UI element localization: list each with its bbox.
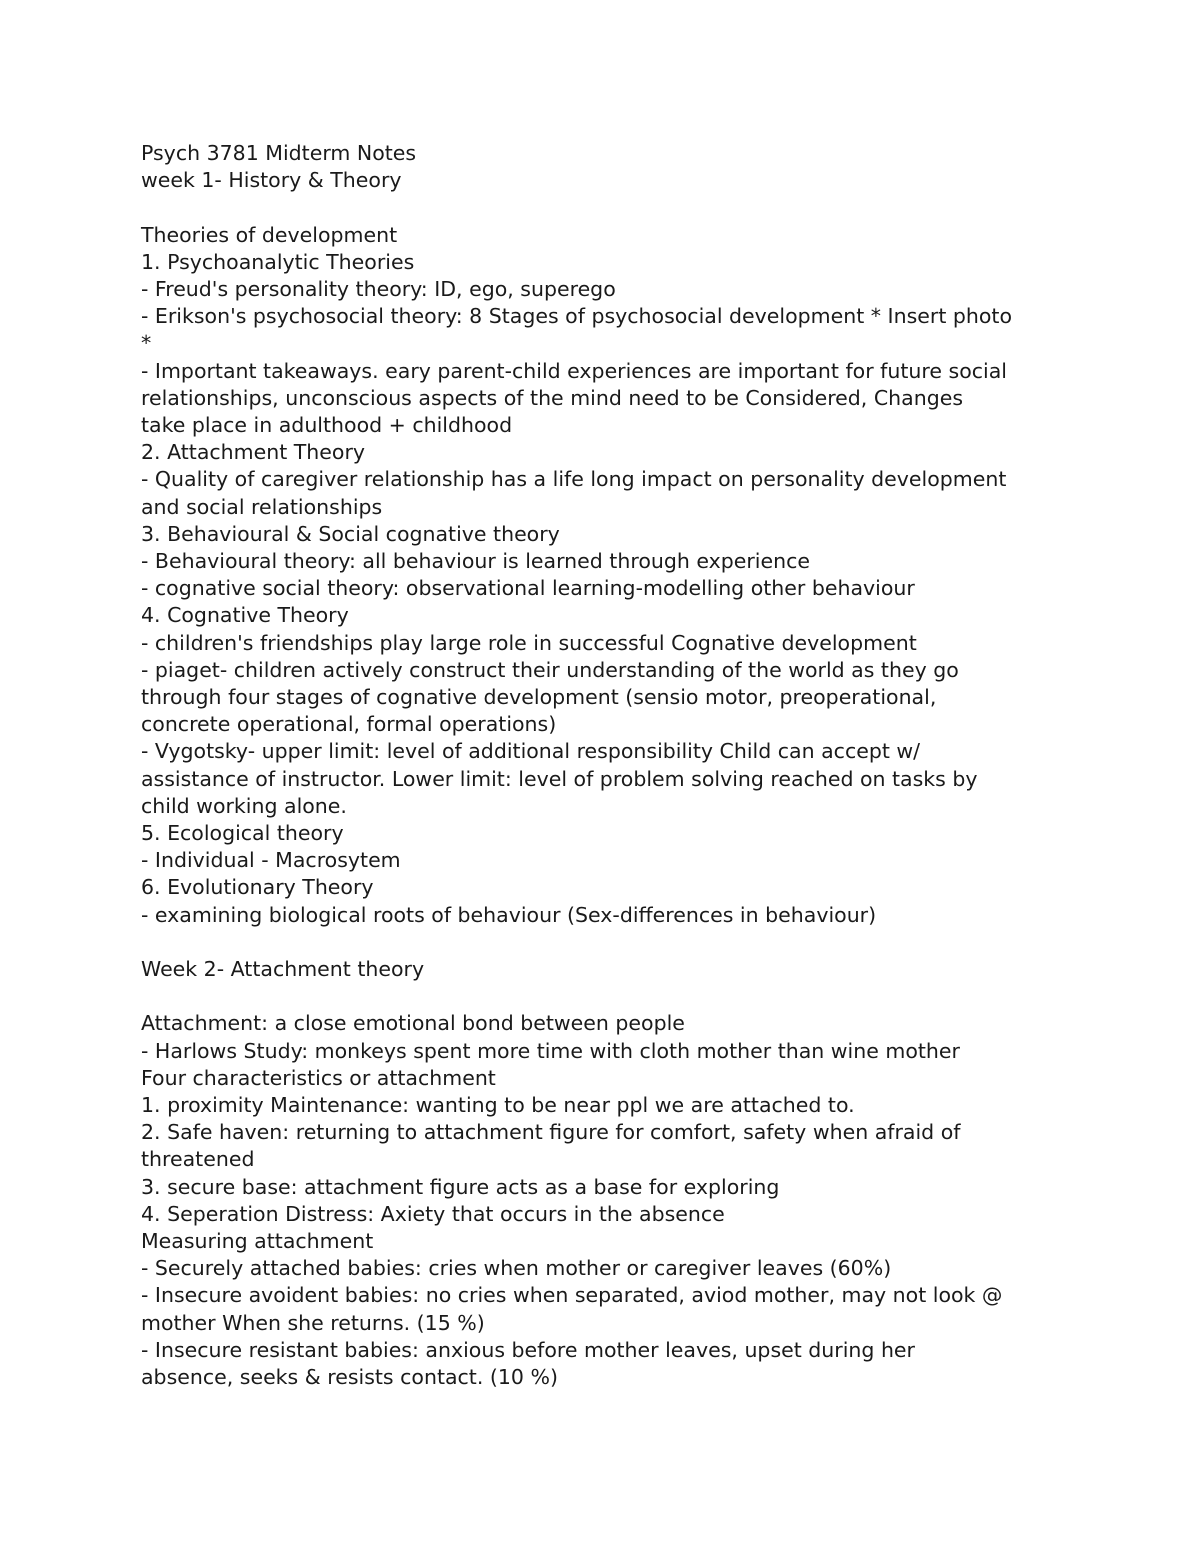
text-line: 6. Evolutionary Theory xyxy=(141,875,374,900)
text-line: Four characteristics or attachment xyxy=(141,1065,496,1090)
text-line: child working alone. xyxy=(141,793,347,818)
text-line: - Behavioural theory: all behaviour is learned through experience xyxy=(141,549,810,574)
text-line: - Harlows Study: monkeys spent more time with cloth mother than wine mother xyxy=(141,1038,960,1063)
text-line: 1. proximity Maintenance: wanting to be near ppl we are attached to. xyxy=(141,1093,855,1118)
text-line: Attachment: a close emotional bond between people xyxy=(141,1011,685,1036)
text-line: mother When she returns. (15 %) xyxy=(141,1310,485,1335)
text-line: Theories of development xyxy=(141,222,398,247)
text-line: 3. Behavioural & Social cognative theory xyxy=(141,521,560,546)
text-line: - children's friendships play large role in successful Cognative development xyxy=(141,630,917,655)
text-line: 4. Seperation Distress: Axiety that occurs in the absence xyxy=(141,1201,725,1226)
text-line: relationships, unconscious aspects of the mind need to be Considered, Changes xyxy=(141,385,964,410)
text-line: take place in adulthood + childhood xyxy=(141,413,513,438)
blank-line xyxy=(141,929,1071,956)
text-line: assistance of instructor. Lower limit: level of problem solving reached on tasks by xyxy=(141,766,978,791)
text-line: Measuring attachment xyxy=(141,1229,374,1254)
text-line: - Quality of caregiver relationship has a life long impact on personality development xyxy=(141,467,1007,492)
text-line: - Insecure avoident babies: no cries when separated, aviod mother, may not look @ xyxy=(141,1283,1003,1308)
text-line: - cognative social theory: observational learning-modelling other behaviour xyxy=(141,576,915,601)
text-line: week 1- History & Theory xyxy=(141,168,402,193)
text-line: 5. Ecological theory xyxy=(141,821,344,846)
blank-line xyxy=(141,983,1071,1010)
text-line: - Erikson's psychosocial theory: 8 Stages of psychosocial development * Insert photo xyxy=(141,304,1012,329)
text-line: 4. Cognative Theory xyxy=(141,603,349,628)
text-line: absence, seeks & resists contact. (10 %) xyxy=(141,1365,558,1390)
text-line: - Securely attached babies: cries when mother or caregiver leaves (60%) xyxy=(141,1256,892,1281)
text-line: - piaget- children actively construct their understanding of the world as they go xyxy=(141,657,959,682)
text-line: - Important takeaways. eary parent-child experiences are important for future social xyxy=(141,358,1007,383)
text-line: * xyxy=(141,331,152,356)
text-line: Week 2- Attachment theory xyxy=(141,957,425,982)
document-title: Psych 3781 Midterm Notes xyxy=(141,141,417,165)
text-line: 1. Psychoanalytic Theories xyxy=(141,249,415,274)
text-line: 2. Attachment Theory xyxy=(141,440,365,465)
text-line: through four stages of cognative development (sensio motor, preoperational, xyxy=(141,685,937,710)
text-line: threatened xyxy=(141,1147,255,1172)
text-line: - Vygotsky- upper limit: level of additional responsibility Child can accept w/ xyxy=(141,739,921,764)
text-line: concrete operational, formal operations) xyxy=(141,712,557,737)
text-line: - Insecure resistant babies: anxious before mother leaves, upset during her xyxy=(141,1337,915,1362)
text-line: 2. Safe haven: returning to attachment figure for comfort, safety when afraid of xyxy=(141,1120,961,1145)
text-line: 3. secure base: attachment figure acts as a base for exploring xyxy=(141,1174,780,1199)
text-line: and social relationships xyxy=(141,494,383,519)
text-line: - Freud's personality theory: ID, ego, superego xyxy=(141,277,616,301)
notes-body xyxy=(141,140,1071,1391)
blank-line xyxy=(141,194,1071,221)
text-line: - Individual - Macrosytem xyxy=(141,848,401,873)
text-line: - examining biological roots of behaviour (Sex-differences in behaviour) xyxy=(141,902,877,927)
